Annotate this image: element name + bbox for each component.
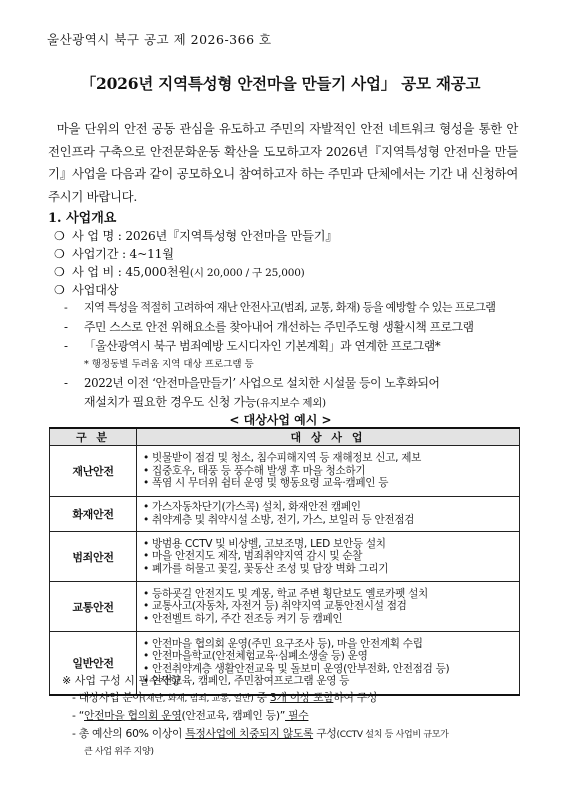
overview-item-text: 사업기간 : 4~11월 xyxy=(72,247,174,261)
list-item: • 안전벨트 하기, 주간 전조등 켜기 등 캠페인 xyxy=(143,612,343,625)
overview-item-target xyxy=(54,281,118,298)
requirement-underlined: 안전마을 협의회 운영 xyxy=(84,709,182,722)
list-item: • 마을 안전지도 제작, 범죄취약지역 감시 및 순찰 xyxy=(143,550,363,563)
category-cell: 화재안전 xyxy=(50,497,137,532)
items-cell xyxy=(137,582,520,632)
requirement-text: (안전교육, 캠페인 등)” xyxy=(181,709,286,722)
target-text: 「울산광역시 북구 범죄예방 도시디자인 기본계획」과 연계한 프로그램* xyxy=(84,339,441,353)
category-cell: 재난안전 xyxy=(50,446,137,497)
requirement-text: - 대상사업 분야 xyxy=(72,691,143,704)
target-item xyxy=(64,318,474,335)
target-item-continued xyxy=(84,393,326,410)
intro-text: 마을 단위의 안전 공동 관심을 유도하고 주민의 자발적인 안전 네트워크 형성을 통한 안전인프라 구축으로 안전문화운동 확산을 도모하고자 2026년『지역특성형 안전마을 만들기』사업을 다음과 같이 공모하오니 참여하고자 하는 주민과 단체에서는 기간 내 신청하여 주시기 바랍니다. xyxy=(48,121,518,204)
items-cell xyxy=(137,632,520,695)
list-item: • 안전마을학교(안전체험교육·심폐소생술 등) 운영 xyxy=(143,650,368,663)
budget-breakdown: (시 20,000 / 구 25,000) xyxy=(189,267,305,279)
overview-item-period xyxy=(54,245,174,262)
requirement-small: (CCTV 설치 등 사업비 규모가 xyxy=(336,730,449,740)
target-text: 주민 스스로 안전 위해요소를 찾아내어 개선하는 주민주도형 생활시책 프로그램 xyxy=(84,320,474,334)
intro-paragraph xyxy=(48,118,518,208)
requirement-underlined: 특정사업에 치중되지 않도록 xyxy=(185,727,314,740)
requirement-item xyxy=(72,708,308,723)
target-item xyxy=(64,337,440,354)
requirement-item xyxy=(72,690,377,705)
table-row xyxy=(50,497,520,532)
target-item xyxy=(64,374,439,391)
list-item: • 집중호우, 태풍 등 풍수해 발생 후 마을 청소하기 xyxy=(143,464,366,477)
target-item xyxy=(64,299,495,315)
bullet-icon: ❍ xyxy=(54,229,65,243)
column-header-category: 구 분 xyxy=(50,428,137,446)
list-item: • 안전교육, 캠페인, 주민참여프로그램 운영 등 xyxy=(143,675,350,688)
overview-item-text: 사업대상 xyxy=(72,283,119,297)
list-item: • 폭염 시 무더위 쉼터 운영 및 행동요령 교육·캠페인 등 xyxy=(143,477,389,490)
requirement-text: 중 xyxy=(253,691,270,704)
dash-marker: - xyxy=(64,301,68,314)
dash-marker: - xyxy=(64,376,68,390)
table-header-row xyxy=(50,428,520,446)
category-cell: 일반안전 xyxy=(50,632,137,695)
list-item: • 빗물받이 점검 및 청소, 침수피해지역 등 재해정보 신고, 제보 xyxy=(143,452,422,465)
bullet-icon: ❍ xyxy=(54,265,65,279)
list-item: • 방범용 CCTV 및 비상벨, 고보조명, LED 보안등 설치 xyxy=(143,537,386,550)
column-header-project: 대 상 사 업 xyxy=(137,428,520,446)
list-item: • 폐가를 허물고 꽃길, 꽃동산 조성 및 담장 벽화 그리기 xyxy=(143,562,389,575)
overview-item-text: 사 업 비 : 45,000천원 xyxy=(72,265,190,279)
list-item: • 등하굣길 안전지도 및 계몽, 학교 주변 횡단보도 옐로카펫 설치 xyxy=(143,587,428,600)
table-row xyxy=(50,446,520,497)
dash-marker: - xyxy=(64,320,68,334)
target-text: 재설치가 필요한 경우도 신청 가능 xyxy=(84,395,257,409)
page-title: 「2026년 지역특성형 안전마을 만들기 사업」 공모 재공고 xyxy=(80,74,481,93)
target-text: 지역 특성을 적절히 고려하여 재난 안전사고(범죄, 교통, 화재) 등을 예방할 수 있는 프로그램 xyxy=(84,301,496,314)
requirements-heading: ※ 사업 구성 시 필수사항 xyxy=(62,674,181,687)
bullet-icon: ❍ xyxy=(54,283,65,297)
list-item: • 교통사고(자동차, 자전거 등) 취약지역 교통안전시설 점검 xyxy=(143,600,407,613)
category-cell: 범죄안전 xyxy=(50,532,137,582)
notice-number: 울산광역시 북구 공고 제 2026-366 호 xyxy=(47,32,272,47)
items-cell xyxy=(137,497,520,532)
requirement-small: (재난, 화재, 범죄, 교통, 일반) xyxy=(142,694,254,704)
list-item: • 안전마을 협의회 운영(주민 요구조사 등), 마을 안전계획 수립 xyxy=(143,637,423,650)
requirement-text: - 총 예산의 60% 이상이 xyxy=(72,727,186,740)
section-heading: 1. 사업개요 xyxy=(48,211,117,226)
list-item: • 안전취약계층 생활안전교육 및 돌보미 운영(안부전화, 안전점검 등) xyxy=(143,662,450,675)
target-small-note: (유지보수 제외) xyxy=(256,397,326,409)
items-cell xyxy=(137,532,520,582)
target-footnote: * 행정동별 두려움 지역 대상 프로그램 등 xyxy=(84,359,254,370)
requirement-item xyxy=(72,726,449,741)
dash-marker: - xyxy=(64,339,68,353)
requirement-text: 하여 구성 xyxy=(333,691,378,704)
bullet-icon: ❍ xyxy=(54,247,65,261)
overview-item-budget xyxy=(54,263,305,280)
requirement-text: - “ xyxy=(72,709,85,722)
overview-item-text: 사 업 명 : 2026년『지역특성형 안전마을 만들기』 xyxy=(72,229,338,243)
requirement-text: 구성 xyxy=(313,727,337,740)
requirement-continued: 큰 사업 위주 지양) xyxy=(84,747,154,757)
examples-table xyxy=(49,427,520,696)
target-text: 2022년 이전 ‘안전마을만들기’ 사업으로 설치한 시설물 등이 노후화되어 xyxy=(84,376,440,390)
list-item: • 가스자동차단기(가스콕) 설치, 화재안전 캠페인 xyxy=(143,501,361,514)
examples-title: < 대상사업 예시 > xyxy=(229,413,332,427)
requirement-underlined: 3개 이상 포함 xyxy=(269,691,334,704)
overview-item-name xyxy=(54,227,337,244)
items-cell xyxy=(137,446,520,497)
table-row xyxy=(50,582,520,632)
list-item: • 취약계층 및 취약시설 소방, 전기, 가스, 보일러 등 안전점검 xyxy=(143,514,415,526)
table-row xyxy=(50,532,520,582)
requirement-underlined: 필수 xyxy=(285,709,309,722)
category-cell: 교통안전 xyxy=(50,582,137,632)
